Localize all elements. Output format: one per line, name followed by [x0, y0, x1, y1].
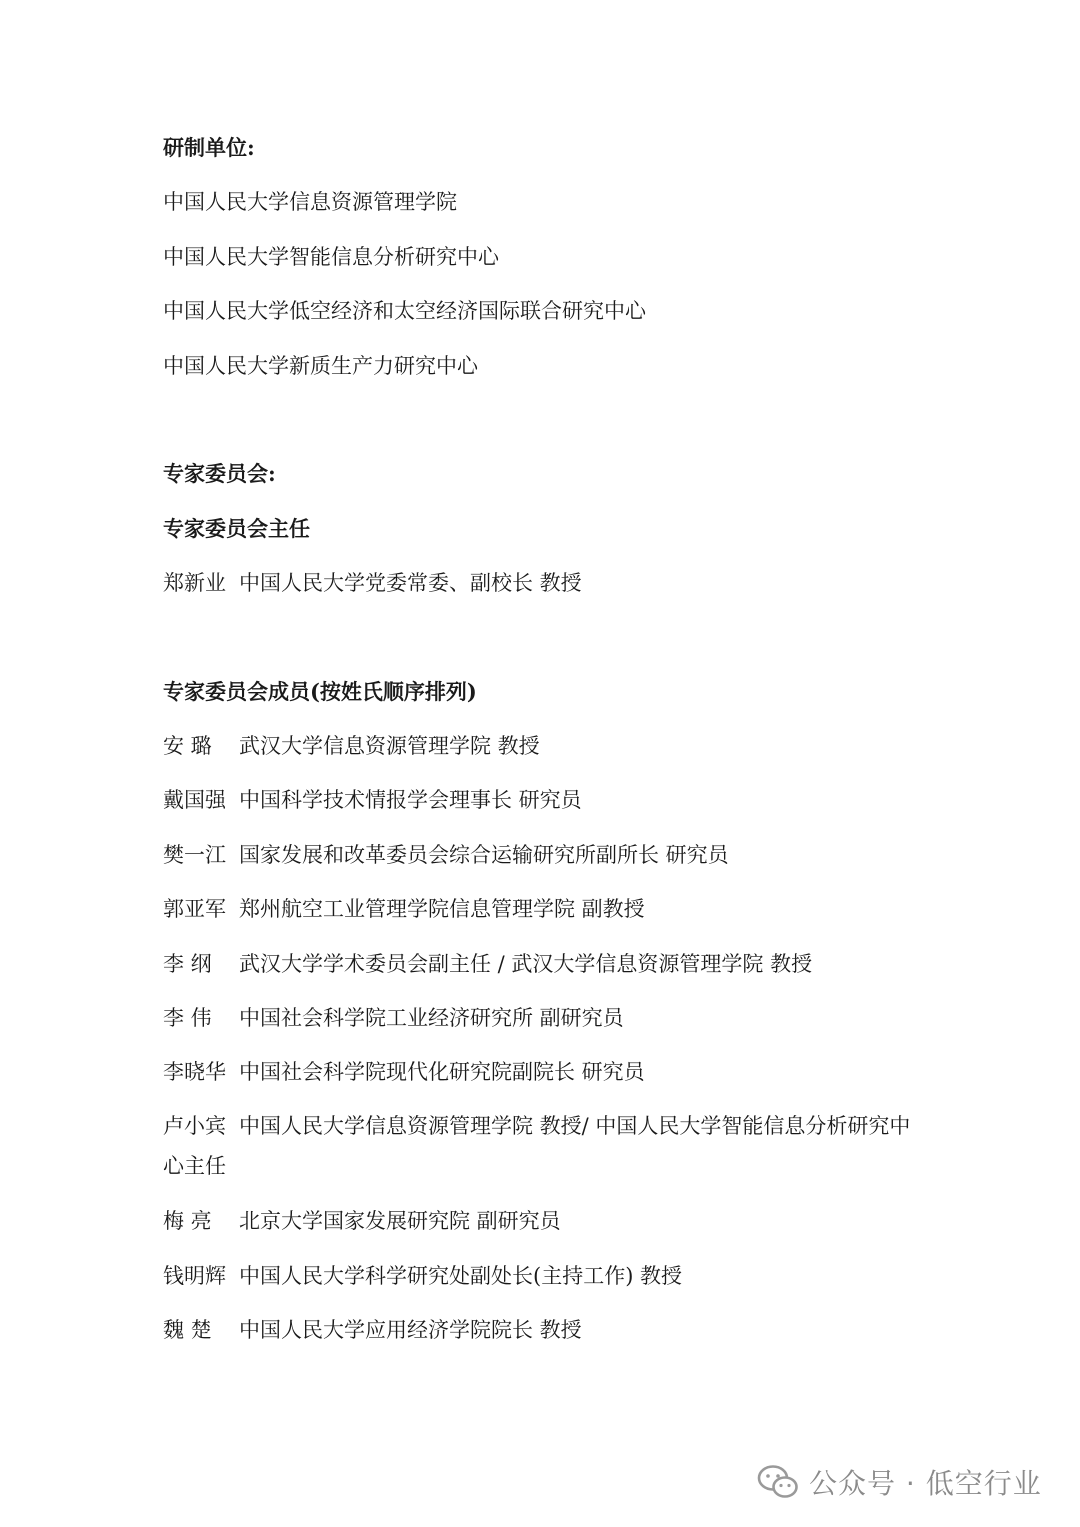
- member-entry: [163, 1316, 582, 1344]
- member-entry: [163, 786, 582, 814]
- member-name: 郭亚军: [163, 897, 226, 921]
- member-entry: [163, 1207, 561, 1235]
- member-name: 钱明辉: [163, 1264, 226, 1288]
- unit-item: 中国人民大学智能信息分析研究中心: [163, 245, 499, 269]
- member-name: 安 璐: [163, 734, 212, 758]
- member-name: 李晓华: [163, 1060, 226, 1084]
- member-entry: [163, 1106, 923, 1186]
- member-title: 武汉大学信息资源管理学院 教授: [239, 734, 540, 758]
- member-entry: [163, 1004, 624, 1032]
- member-title: 国家发展和改革委员会综合运输研究所副所长 研究员: [239, 843, 729, 867]
- member-title: 中国人民大学党委常委、副校长 教授: [239, 571, 582, 595]
- member-title: 北京大学国家发展研究院 副研究员: [239, 1209, 561, 1233]
- member-title: 中国人民大学信息资源管理学院 教授/ 中国人民大学智能信息分析研究中心主任: [163, 1114, 911, 1178]
- member-name: 郑新业: [163, 571, 226, 595]
- member-title: 中国人民大学科学研究处副处长(主持工作) 教授: [239, 1264, 683, 1288]
- members-heading: 专家委员会成员(按姓氏顺序排列): [163, 679, 477, 704]
- member-title: 郑州航空工业管理学院信息管理学院 副教授: [239, 897, 645, 921]
- member-entry: [163, 950, 812, 978]
- member-entry: [163, 1058, 645, 1086]
- member-name: 魏 楚: [163, 1318, 212, 1342]
- member-title: 武汉大学学术委员会副主任 / 武汉大学信息资源管理学院 教授: [239, 952, 813, 976]
- member-title: 中国社会科学院现代化研究院副院长 研究员: [239, 1060, 645, 1084]
- member-entry: [163, 1262, 682, 1290]
- member-name: 卢小宾: [163, 1114, 226, 1138]
- committee-heading: 专家委员会:: [163, 461, 276, 486]
- member-entry: [163, 732, 540, 760]
- member-name: 戴国强: [163, 788, 226, 812]
- member-title: 中国科学技术情报学会理事长 研究员: [239, 788, 582, 812]
- member-entry: [163, 841, 729, 869]
- member-name: 李 伟: [163, 1006, 212, 1030]
- wechat-icon: [757, 1464, 799, 1500]
- member-name: 梅 亮: [163, 1209, 212, 1233]
- watermark: [757, 1462, 1042, 1502]
- unit-item: 中国人民大学低空经济和太空经济国际联合研究中心: [163, 299, 646, 323]
- member-name: 樊一江: [163, 843, 226, 867]
- chair-heading: 专家委员会主任: [163, 516, 310, 541]
- member-name: 李 纲: [163, 952, 212, 976]
- unit-item: 中国人民大学新质生产力研究中心: [163, 354, 478, 378]
- units-heading: 研制单位:: [163, 135, 255, 160]
- member-entry: [163, 895, 645, 923]
- member-title: 中国社会科学院工业经济研究所 副研究员: [239, 1006, 624, 1030]
- member-title: 中国人民大学应用经济学院院长 教授: [239, 1318, 582, 1342]
- unit-item: 中国人民大学信息资源管理学院: [163, 190, 457, 214]
- chair-entry: [163, 569, 582, 597]
- watermark-text: 公众号 · 低空行业: [809, 1467, 1042, 1500]
